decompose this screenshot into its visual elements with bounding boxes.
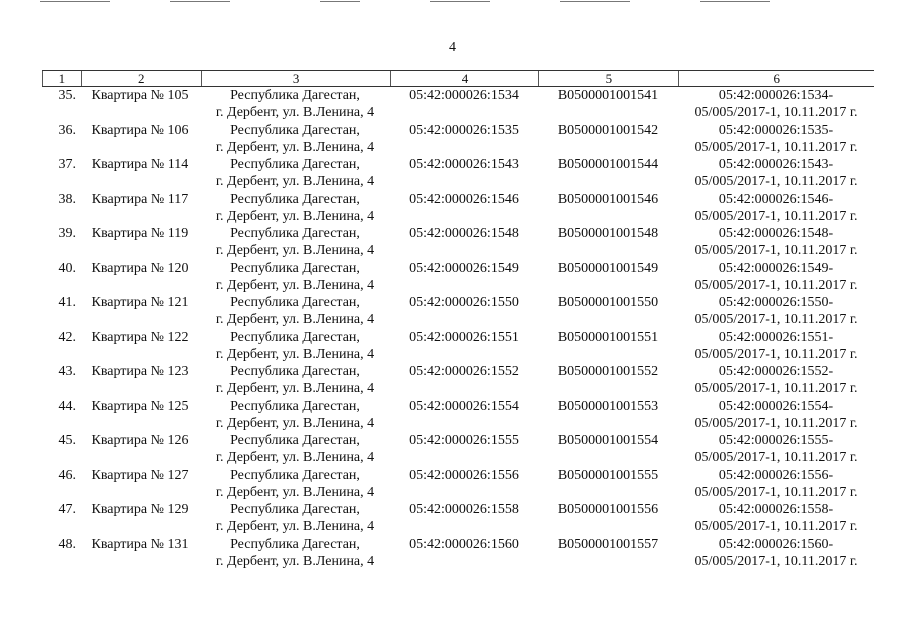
address-line-1: Республика Дагестан, bbox=[230, 467, 360, 483]
inventory-number: B0500001001554 bbox=[557, 433, 659, 448]
inventory-number: B0500001001541 bbox=[557, 88, 659, 103]
table-row bbox=[42, 467, 874, 502]
registration-cell bbox=[678, 467, 874, 502]
registration-line-2: 05/005/2017-1, 10.11.2017 г. bbox=[694, 519, 858, 534]
table-header-row bbox=[42, 70, 874, 87]
row-number: 36. bbox=[58, 122, 76, 138]
property-name: Квартира № 117 bbox=[91, 191, 189, 207]
registration-cell bbox=[678, 432, 874, 467]
address-cell bbox=[200, 363, 390, 398]
inventory-number: B0500001001555 bbox=[557, 467, 659, 483]
address-line-1: Республика Дагестан, bbox=[230, 433, 360, 448]
cadastral-number: 05:42:000026:1543 bbox=[409, 157, 519, 172]
address-line-2: г. Дербент, ул. В.Ленина, 4 bbox=[215, 277, 375, 293]
address-line-1: Республика Дагестан, bbox=[230, 191, 360, 207]
table-row bbox=[42, 191, 874, 226]
address-line-1: Республика Дагестан, bbox=[230, 260, 360, 276]
address-cell bbox=[200, 87, 390, 122]
property-name: Квартира № 106 bbox=[91, 122, 189, 138]
row-number: 45. bbox=[58, 433, 76, 448]
registration-line-2: 05/005/2017-1, 10.11.2017 г. bbox=[694, 415, 858, 431]
registration-cell bbox=[678, 294, 874, 329]
registration-line-1: 05:42:000026:1556- bbox=[718, 467, 834, 483]
table-row bbox=[42, 122, 874, 157]
registration-line-2: 05/005/2017-1, 10.11.2017 г. bbox=[694, 243, 858, 258]
address-line-1: Республика Дагестан, bbox=[230, 329, 360, 345]
registration-line-2: 05/005/2017-1, 10.11.2017 г. bbox=[694, 312, 858, 327]
cadastral-number: 05:42:000026:1555 bbox=[409, 433, 519, 448]
registration-line-1: 05:42:000026:1551- bbox=[718, 329, 834, 345]
registration-cell bbox=[678, 122, 874, 157]
row-number: 40. bbox=[58, 260, 76, 276]
address-line-2: г. Дербент, ул. В.Ленина, 4 bbox=[215, 415, 375, 431]
address-line-1: Республика Дагестан, bbox=[230, 295, 360, 310]
address-cell bbox=[200, 467, 390, 502]
inventory-number: B0500001001549 bbox=[557, 260, 659, 276]
address-cell bbox=[200, 501, 390, 536]
registration-line-1: 05:42:000026:1546- bbox=[718, 191, 834, 207]
address-line-1: Республика Дагестан, bbox=[230, 364, 360, 379]
address-line-2: г. Дербент, ул. В.Ленина, 4 bbox=[215, 519, 375, 534]
registration-line-1: 05:42:000026:1558- bbox=[718, 502, 834, 517]
table-row bbox=[42, 225, 874, 260]
table-row bbox=[42, 329, 874, 364]
address-cell bbox=[200, 122, 390, 157]
cadastral-number: 05:42:000026:1556 bbox=[409, 467, 519, 483]
address-cell bbox=[200, 225, 390, 260]
table-body bbox=[42, 87, 874, 570]
registration-line-2: 05/005/2017-1, 10.11.2017 г. bbox=[694, 484, 858, 500]
inventory-number: B0500001001556 bbox=[557, 502, 659, 517]
address-line-2: г. Дербент, ул. В.Ленина, 4 bbox=[215, 243, 375, 258]
address-cell bbox=[200, 329, 390, 364]
table-row bbox=[42, 536, 874, 571]
property-name: Квартира № 123 bbox=[91, 364, 189, 379]
address-cell bbox=[200, 536, 390, 571]
row-number: 48. bbox=[58, 536, 76, 552]
row-number: 41. bbox=[58, 295, 76, 310]
registration-line-1: 05:42:000026:1552- bbox=[718, 364, 834, 379]
property-name: Квартира № 121 bbox=[91, 295, 189, 310]
property-name: Квартира № 126 bbox=[91, 433, 189, 448]
registration-cell bbox=[678, 363, 874, 398]
table-row bbox=[42, 501, 874, 536]
registration-cell bbox=[678, 260, 874, 295]
row-number: 39. bbox=[58, 226, 76, 241]
registration-line-2: 05/005/2017-1, 10.11.2017 г. bbox=[694, 346, 858, 362]
registration-cell bbox=[678, 398, 874, 433]
property-table bbox=[42, 70, 874, 570]
registration-line-2: 05/005/2017-1, 10.11.2017 г. bbox=[694, 381, 858, 396]
address-line-1: Республика Дагестан, bbox=[230, 157, 360, 172]
registration-line-2: 05/005/2017-1, 10.11.2017 г. bbox=[694, 174, 858, 189]
registration-line-1: 05:42:000026:1548- bbox=[718, 226, 834, 241]
row-number: 38. bbox=[58, 191, 76, 207]
address-line-2: г. Дербент, ул. В.Ленина, 4 bbox=[215, 208, 375, 224]
property-name: Квартира № 114 bbox=[91, 157, 189, 172]
cadastral-number: 05:42:000026:1535 bbox=[409, 122, 519, 138]
address-line-1: Республика Дагестан, bbox=[230, 122, 360, 138]
registration-cell bbox=[678, 156, 874, 191]
registration-line-1: 05:42:000026:1534- bbox=[718, 88, 834, 103]
column-header: 5 bbox=[538, 71, 678, 86]
row-number: 46. bbox=[58, 467, 76, 483]
address-line-2: г. Дербент, ул. В.Ленина, 4 bbox=[215, 105, 375, 120]
address-line-1: Республика Дагестан, bbox=[230, 502, 360, 517]
cadastral-number: 05:42:000026:1552 bbox=[409, 364, 519, 379]
address-line-1: Республика Дагестан, bbox=[230, 226, 360, 241]
address-line-1: Республика Дагестан, bbox=[230, 88, 360, 103]
registration-line-1: 05:42:000026:1535- bbox=[718, 122, 834, 138]
registration-line-1: 05:42:000026:1555- bbox=[718, 433, 834, 448]
address-line-2: г. Дербент, ул. В.Ленина, 4 bbox=[215, 346, 375, 362]
inventory-number: B0500001001550 bbox=[557, 295, 659, 310]
cadastral-number: 05:42:000026:1550 bbox=[409, 295, 519, 310]
cadastral-number: 05:42:000026:1546 bbox=[409, 191, 519, 207]
registration-cell bbox=[678, 87, 874, 122]
property-name: Квартира № 119 bbox=[91, 226, 189, 241]
table-row bbox=[42, 363, 874, 398]
table-row bbox=[42, 87, 874, 122]
page-number: 4 bbox=[449, 40, 456, 55]
address-cell bbox=[200, 398, 390, 433]
table-row bbox=[42, 156, 874, 191]
property-name: Квартира № 131 bbox=[91, 536, 189, 552]
address-cell bbox=[200, 191, 390, 226]
cadastral-number: 05:42:000026:1558 bbox=[409, 502, 519, 517]
table-row bbox=[42, 294, 874, 329]
row-number: 43. bbox=[58, 364, 76, 379]
address-line-2: г. Дербент, ул. В.Ленина, 4 bbox=[215, 553, 375, 569]
cadastral-number: 05:42:000026:1560 bbox=[409, 536, 519, 552]
inventory-number: B0500001001551 bbox=[557, 329, 659, 345]
address-cell bbox=[200, 260, 390, 295]
table-row bbox=[42, 260, 874, 295]
inventory-number: B0500001001546 bbox=[557, 191, 659, 207]
property-name: Квартира № 122 bbox=[91, 329, 189, 345]
registration-line-2: 05/005/2017-1, 10.11.2017 г. bbox=[694, 208, 858, 224]
registration-line-1: 05:42:000026:1550- bbox=[718, 295, 834, 310]
address-line-2: г. Дербент, ул. В.Ленина, 4 bbox=[215, 174, 375, 189]
registration-cell bbox=[678, 191, 874, 226]
address-line-2: г. Дербент, ул. В.Ленина, 4 bbox=[215, 450, 375, 465]
row-number: 44. bbox=[58, 398, 76, 414]
table-row bbox=[42, 398, 874, 433]
cadastral-number: 05:42:000026:1548 bbox=[409, 226, 519, 241]
address-line-2: г. Дербент, ул. В.Ленина, 4 bbox=[215, 312, 375, 327]
column-header: 3 bbox=[201, 71, 391, 86]
registration-line-1: 05:42:000026:1554- bbox=[718, 398, 834, 414]
address-line-2: г. Дербент, ул. В.Ленина, 4 bbox=[215, 139, 375, 155]
row-number: 42. bbox=[58, 329, 76, 345]
inventory-number: B0500001001544 bbox=[557, 157, 659, 172]
property-name: Квартира № 125 bbox=[91, 398, 189, 414]
row-number: 35. bbox=[58, 88, 76, 103]
address-cell bbox=[200, 294, 390, 329]
registration-line-2: 05/005/2017-1, 10.11.2017 г. bbox=[694, 277, 858, 293]
cadastral-number: 05:42:000026:1551 bbox=[409, 329, 519, 345]
inventory-number: B0500001001553 bbox=[557, 398, 659, 414]
address-cell bbox=[200, 156, 390, 191]
column-header: 1 bbox=[42, 71, 81, 86]
registration-line-2: 05/005/2017-1, 10.11.2017 г. bbox=[694, 139, 858, 155]
property-name: Квартира № 120 bbox=[91, 260, 189, 276]
registration-line-2: 05/005/2017-1, 10.11.2017 г. bbox=[694, 450, 858, 465]
registration-line-2: 05/005/2017-1, 10.11.2017 г. bbox=[694, 105, 858, 120]
address-line-2: г. Дербент, ул. В.Ленина, 4 bbox=[215, 484, 375, 500]
address-line-1: Республика Дагестан, bbox=[230, 536, 360, 552]
cadastral-number: 05:42:000026:1554 bbox=[409, 398, 519, 414]
property-name: Квартира № 127 bbox=[91, 467, 189, 483]
scan-edge-marks bbox=[0, 0, 905, 4]
row-number: 47. bbox=[58, 502, 76, 517]
registration-cell bbox=[678, 501, 874, 536]
registration-line-2: 05/005/2017-1, 10.11.2017 г. bbox=[694, 553, 858, 569]
column-header: 4 bbox=[390, 71, 538, 86]
address-line-2: г. Дербент, ул. В.Ленина, 4 bbox=[215, 381, 375, 396]
registration-line-1: 05:42:000026:1549- bbox=[718, 260, 834, 276]
inventory-number: B0500001001548 bbox=[557, 226, 659, 241]
cadastral-number: 05:42:000026:1549 bbox=[409, 260, 519, 276]
column-header: 2 bbox=[81, 71, 201, 86]
inventory-number: B0500001001557 bbox=[557, 536, 659, 552]
registration-cell bbox=[678, 225, 874, 260]
registration-line-1: 05:42:000026:1543- bbox=[718, 157, 834, 172]
property-name: Квартира № 105 bbox=[91, 88, 189, 103]
registration-cell bbox=[678, 536, 874, 571]
registration-line-1: 05:42:000026:1560- bbox=[718, 536, 834, 552]
table-row bbox=[42, 432, 874, 467]
row-number: 37. bbox=[58, 157, 76, 172]
inventory-number: B0500001001542 bbox=[557, 122, 659, 138]
column-header: 6 bbox=[678, 71, 874, 86]
inventory-number: B0500001001552 bbox=[557, 364, 659, 379]
address-line-1: Республика Дагестан, bbox=[230, 398, 360, 414]
property-name: Квартира № 129 bbox=[91, 502, 189, 517]
registration-cell bbox=[678, 329, 874, 364]
address-cell bbox=[200, 432, 390, 467]
cadastral-number: 05:42:000026:1534 bbox=[409, 88, 519, 103]
